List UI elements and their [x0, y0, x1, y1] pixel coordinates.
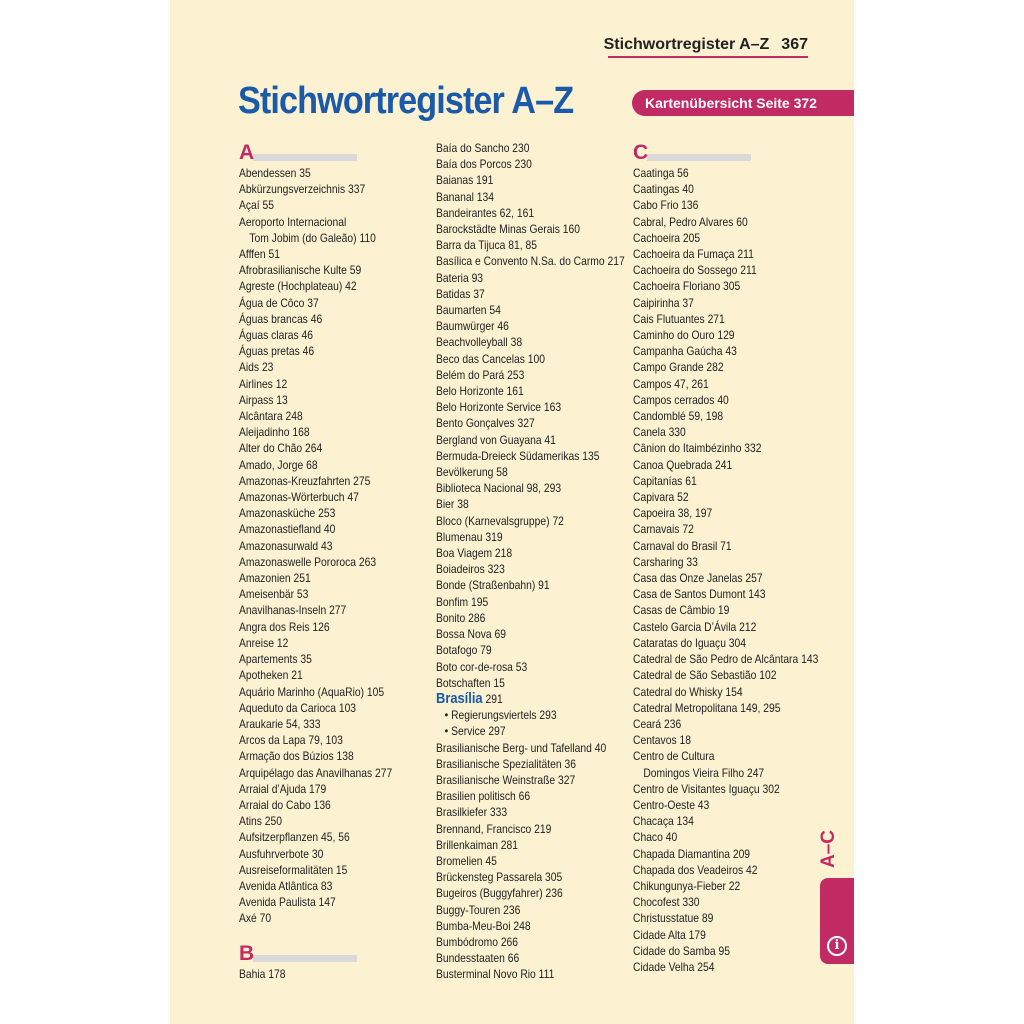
index-subentry: • Service 297 [444, 724, 506, 739]
index-subentry: • Regierungsviertels 293 [444, 708, 557, 723]
index-entry: Chocofest 330 [633, 895, 700, 910]
index-entry: Bugeiros (Buggyfahrer) 236 [436, 886, 563, 901]
index-entry: Bossa Nova 69 [436, 627, 506, 642]
index-entry: Apotheken 21 [239, 668, 303, 683]
index-entry: Christusstatue 89 [633, 911, 714, 926]
index-column-1 [239, 140, 424, 982]
index-entry: Airlines 12 [239, 376, 288, 391]
index-list-b-cont [436, 140, 626, 691]
index-list-c-rest [633, 781, 818, 975]
index-entry: Catedral de São Sebastião 102 [633, 668, 777, 683]
index-entry: Candomblé 59, 198 [633, 409, 724, 424]
index-entry: Capitanías 61 [633, 473, 697, 488]
index-entry: Buggy-Touren 236 [436, 902, 521, 917]
book-page [170, 0, 854, 1024]
index-entry: Chaco 40 [633, 830, 678, 845]
index-entry: Bumbódromo 266 [436, 934, 519, 949]
index-entry: Águas pretas 46 [239, 344, 315, 359]
index-entry: Centro de Cultura [633, 749, 715, 764]
index-entry: Angra dos Reis 126 [239, 619, 330, 634]
index-entry: Barockstädte Minas Gerais 160 [436, 222, 580, 237]
index-entry: Bloco (Karnevalsgruppe) 72 [436, 513, 564, 528]
index-entry: Cataratas do Iguaçu 304 [633, 635, 747, 650]
index-entry: Campanha Gaúcha 43 [633, 344, 737, 359]
index-entry: Airpass 13 [239, 392, 288, 407]
index-entry: Caipirinha 37 [633, 295, 694, 310]
index-entry: Ceará 236 [633, 716, 682, 731]
index-entry: Abkürzungsverzeichnis 337 [239, 182, 366, 197]
index-entry: Centavos 18 [633, 733, 691, 748]
index-entry: Baía do Sancho 230 [436, 141, 530, 155]
index-entry: Açaí 55 [239, 198, 275, 213]
index-entry: Cachoeira do Sossego 211 [633, 263, 757, 278]
index-entry: Cidade Velha 254 [633, 959, 715, 974]
index-entry: Axé 70 [239, 911, 272, 926]
index-entry: Anreise 12 [239, 635, 289, 650]
index-entry: Aleijadinho 168 [239, 425, 310, 440]
index-entry: Amazonasurwald 43 [239, 538, 333, 553]
running-head [604, 36, 808, 54]
index-entry: Campos 47, 261 [633, 376, 709, 391]
index-entry: Casas de Câmbio 19 [633, 603, 730, 618]
index-entry: Campos cerrados 40 [633, 392, 729, 407]
page-title: Stichwortregister A–Z [238, 80, 574, 122]
index-entry: Avenida Atlântica 83 [239, 878, 333, 893]
index-column-3 [633, 140, 818, 975]
index-entry: Bromelien 45 [436, 853, 497, 868]
index-entry: Arcos da Lapa 79, 103 [239, 733, 343, 748]
index-entry: Bevölkerung 58 [436, 465, 508, 480]
index-entry: Ameisenbär 53 [239, 587, 309, 602]
index-entry: Águas claras 46 [239, 328, 314, 343]
index-entry: Boiadeiros 323 [436, 562, 505, 577]
index-entry: Afffen 51 [239, 247, 280, 262]
index-entry: Baía dos Porcos 230 [436, 157, 532, 172]
map-overview-link[interactable]: Kartenübersicht Seite 372 [632, 90, 854, 116]
index-entry: Bumba-Meu-Boi 248 [436, 918, 531, 933]
index-entry: Avenida Paulista 147 [239, 895, 336, 910]
index-entry: Anavilhanas-Inseln 277 [239, 603, 347, 618]
index-entry: Amazonas-Wörterbuch 47 [239, 490, 359, 505]
index-entry: Cânion do Itaimbézinho 332 [633, 441, 762, 456]
index-entry: Beco das Cancelas 100 [436, 351, 546, 366]
index-entry: Caatingas 40 [633, 182, 694, 197]
index-entry: Canoa Quebrada 241 [633, 457, 733, 472]
index-entry: Aquário Marinho (AquaRio) 105 [239, 684, 385, 699]
index-entry: Bonito 286 [436, 610, 486, 625]
index-entry: Agreste (Hochplateau) 42 [239, 279, 357, 294]
index-column-2 [436, 140, 626, 983]
index-entry: Cidade do Samba 95 [633, 943, 730, 958]
index-entry: Aeroporto Internacional [239, 214, 347, 229]
index-entry: Caatinga 56 [633, 166, 689, 180]
index-entry: Catedral Metropolitana 149, 295 [633, 700, 781, 715]
index-entry: Basílica e Convento N.Sa. do Carmo 217 [436, 254, 625, 269]
index-entry: Amazonasküche 253 [239, 506, 336, 521]
letter-bar [647, 154, 751, 161]
index-entry: Brennand, Francisco 219 [436, 821, 552, 836]
index-entry: Carnavais 72 [633, 522, 694, 537]
index-entry: Biblioteca Nacional 98, 293 [436, 481, 562, 496]
index-entry: Cidade Alta 179 [633, 927, 706, 942]
index-entry: Bonfim 195 [436, 594, 489, 609]
index-entry: Brasilianische Weinstraße 327 [436, 772, 576, 787]
index-entry: Capivara 52 [633, 490, 689, 505]
index-entry: Caminho do Ouro 129 [633, 328, 735, 343]
index-entry: Brasilkiefer 333 [436, 805, 508, 820]
index-entry: Belo Horizonte Service 163 [436, 400, 562, 415]
index-list-c [633, 165, 818, 765]
index-list-b-rest [436, 740, 626, 983]
index-entry: Bundesstaaten 66 [436, 951, 520, 966]
page-number: 367 [781, 36, 808, 53]
index-entry: Atins 250 [239, 814, 283, 829]
index-entry: Cachoeira 205 [633, 230, 701, 245]
letter-heading-a: A [239, 140, 424, 165]
index-entry: Alter do Chão 264 [239, 441, 323, 456]
index-entry: Bahia 178 [239, 966, 286, 981]
letter-heading-c: C [633, 140, 818, 165]
index-entry-brasilia [436, 691, 599, 707]
index-entry: Belo Horizonte 161 [436, 384, 524, 399]
index-entry: Arraial do Cabo 136 [239, 797, 331, 812]
index-entry: Blumenau 319 [436, 529, 503, 544]
index-entry: Cachoeira da Fumaça 211 [633, 247, 754, 262]
index-entry: Casa das Onze Janelas 257 [633, 571, 763, 586]
index-entry: Bergland von Guayana 41 [436, 432, 556, 447]
index-entry: Brasilianische Spezialitäten 36 [436, 756, 576, 771]
index-entry: Brasilianische Berg- und Tafelland 40 [436, 740, 607, 755]
index-entry: Boto cor-de-rosa 53 [436, 659, 528, 674]
index-entry: Bier 38 [436, 497, 469, 512]
index-entry: Bandeirantes 62, 161 [436, 205, 535, 220]
index-entry: Baianas 191 [436, 173, 494, 188]
letter-bar [253, 154, 357, 161]
index-entry: Afrobrasilianische Kulte 59 [239, 263, 362, 278]
index-entry: Chapada dos Veadeiros 42 [633, 862, 758, 877]
letter-gap [239, 927, 424, 941]
index-entry: Água de Côco 37 [239, 295, 319, 310]
index-entry: Barra da Tijuca 81, 85 [436, 238, 537, 253]
index-entry: Canela 330 [633, 425, 686, 440]
index-entry: Bermuda-Dreieck Südamerikas 135 [436, 448, 600, 463]
index-entry: Botafogo 79 [436, 643, 492, 658]
index-entry: Centro-Oeste 43 [633, 797, 710, 812]
index-entry: Aufsitzerpflanzen 45, 56 [239, 830, 350, 845]
index-sublist-brasilia [436, 707, 626, 739]
index-entry: Carsharing 33 [633, 554, 698, 569]
info-icon[interactable]: i [827, 936, 847, 956]
index-list-b [239, 966, 424, 982]
highlight-page: 291 [482, 691, 503, 706]
index-entry: Arquipélago das Anavilhanas 277 [239, 765, 393, 780]
index-entry: Apartements 35 [239, 652, 312, 667]
index-entry: Brillenkaiman 281 [436, 837, 519, 852]
index-entry: Chapada Diamantina 209 [633, 846, 751, 861]
section-tab-label: A–C [818, 830, 839, 869]
index-entry: Cabo Frio 136 [633, 198, 699, 213]
index-entry: Catedral do Whisky 154 [633, 684, 743, 699]
index-entry: Chacaça 134 [633, 814, 694, 829]
running-title: Stichwortregister A–Z [603, 36, 770, 53]
index-entry: Brückensteg Passarela 305 [436, 870, 563, 885]
index-entry: Ausfuhrverbote 30 [239, 846, 324, 861]
index-entry: Ausreiseformalitäten 15 [239, 862, 348, 877]
index-entry: Catedral de São Pedro de Alcântara 143 [633, 652, 819, 667]
index-entry: Belém do Pará 253 [436, 367, 525, 382]
index-entry: Busterminal Novo Rio 111 [436, 967, 555, 982]
index-entry: Bateria 93 [436, 270, 484, 285]
index-list-a [239, 165, 424, 927]
index-entry: Baumwürger 46 [436, 319, 509, 334]
index-entry: Beachvolleyball 38 [436, 335, 523, 350]
index-entry: Aqueduto da Carioca 103 [239, 700, 357, 715]
index-entry: Abendessen 35 [239, 166, 311, 180]
index-entry: Amazonastiefland 40 [239, 522, 336, 537]
index-entry: Casa de Santos Dumont 143 [633, 587, 766, 602]
index-subentry: Tom Jobim (do Galeão) 110 [249, 230, 376, 245]
index-entry: Amado, Jorge 68 [239, 457, 318, 472]
index-entry: Amazonien 251 [239, 571, 311, 586]
letter-heading-b: B [239, 941, 424, 966]
header-rule [608, 56, 808, 58]
index-entry: Campo Grande 282 [633, 360, 724, 375]
index-entry: Amazonaswelle Pororoca 263 [239, 554, 377, 569]
index-entry: Arraial d’Ajuda 179 [239, 781, 327, 796]
index-entry: Castelo Garcia D’Ávila 212 [633, 619, 757, 634]
section-tab[interactable] [820, 878, 854, 964]
index-entry: Boa Viagem 218 [436, 546, 513, 561]
index-entry: Bento Gonçalves 327 [436, 416, 535, 431]
index-entry: Cabral, Pedro Alvares 60 [633, 214, 748, 229]
index-entry: Bananal 134 [436, 189, 494, 204]
index-entry: Chikungunya-Fieber 22 [633, 878, 741, 893]
index-entry: Cais Flutuantes 271 [633, 311, 725, 326]
index-entry: Brasilien politisch 66 [436, 789, 531, 804]
letter-bar [253, 955, 357, 962]
index-entry: Cachoeira Floriano 305 [633, 279, 741, 294]
index-entry: Carnaval do Brasil 71 [633, 538, 732, 553]
index-entry: Batidas 37 [436, 286, 485, 301]
index-subentry: Domingos Vieira Filho 247 [643, 765, 765, 780]
index-entry: Baumarten 54 [436, 303, 501, 318]
highlight-term: Brasília [436, 689, 483, 707]
index-entry: Araukarie 54, 333 [239, 716, 321, 731]
index-entry: Águas brancas 46 [239, 311, 323, 326]
index-entry: Centro de Visitantes Iguaçu 302 [633, 781, 780, 796]
index-entry: Capoeira 38, 197 [633, 506, 713, 521]
index-entry: Bonde (Straßenbahn) 91 [436, 578, 550, 593]
index-entry: Aids 23 [239, 360, 274, 375]
index-entry: Amazonas-Kreuzfahrten 275 [239, 473, 371, 488]
index-entry: Alcântara 248 [239, 409, 303, 424]
index-entry: Armação dos Búzios 138 [239, 749, 354, 764]
index-entry: Botschaften 15 [436, 675, 505, 690]
